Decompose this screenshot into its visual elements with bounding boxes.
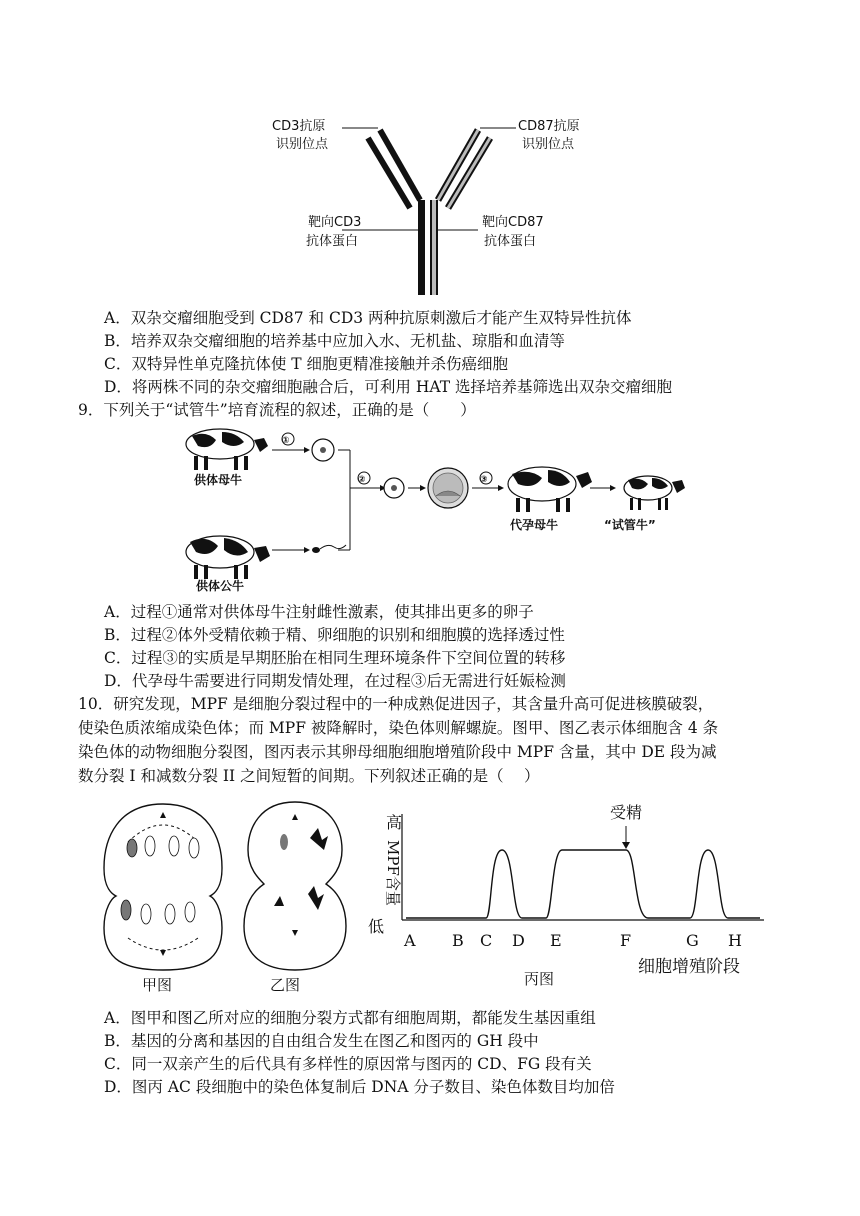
x-tick-G: G: [686, 931, 699, 950]
q9-option-d: D．代孕母牛需要进行同期发情处理，在过程③后无需进行妊娠检测: [104, 672, 566, 690]
x-tick-F: F: [620, 931, 632, 950]
ivf-cattle-figure: [180, 422, 690, 597]
q9-option-b: B．过程②体外受精依赖于精、卵细胞的识别和细胞膜的选择透过性: [104, 626, 565, 644]
fig-jia-label: 甲图: [142, 976, 173, 994]
step-3-label: ③: [480, 475, 488, 485]
cd3-protein-label-1: 靶向CD3: [308, 215, 362, 230]
donor-cow-label: 供体母牛: [194, 473, 243, 487]
donor-cow-icon: [186, 429, 268, 470]
q8-option-b: B．培养双杂交瘤细胞的培养基中应加入水、无机盐、琼脂和血清等: [104, 332, 565, 350]
fertilization-arrowhead: [622, 842, 630, 849]
mpf-chart: [366, 796, 780, 996]
cd87-site-label-1: CD87抗原: [518, 119, 580, 134]
donor-bull-icon: [186, 536, 270, 579]
x-tick-D: D: [512, 931, 525, 950]
q9-option-a: A．过程①通常对供体母牛注射雌性激素，使其排出更多的卵子: [104, 603, 534, 621]
surrogate-cow-icon: [508, 467, 592, 512]
fertilization-label: 受精: [610, 803, 643, 822]
q10-stem-line-1: 10．研究发现，MPF 是细胞分裂过程中的一种成熟促进因子，其含量升高可促进核膜破裂，: [78, 695, 714, 713]
calf-icon: [624, 476, 685, 510]
cd3-site-label-1: CD3抗原: [272, 119, 326, 134]
q10-option-b: B．基因的分离和基因的自由组合发生在图乙和图丙的 GH 段中: [104, 1032, 539, 1050]
cd3-protein-label-2: 抗体蛋白: [306, 234, 359, 249]
q8-option-c: C．双特异性单克隆抗体使 T 细胞更精准接触并杀伤癌细胞: [104, 355, 509, 373]
fig-yi-label: 乙图: [270, 976, 301, 994]
x-tick-labels: [403, 931, 742, 950]
q10-option-c: C．同一双亲产生的后代具有多样性的原因常与图丙的 CD、FG 段有关: [104, 1055, 592, 1073]
calf-label: “试管牛”: [604, 518, 656, 532]
cd87-protein-label-1: 靶向CD87: [482, 215, 544, 230]
cell-figure-jia: [98, 798, 228, 994]
y-axis-label: MPF含量: [384, 840, 402, 906]
cd87-protein-label-2: 抗体蛋白: [484, 234, 537, 249]
q9-option-c: C．过程③的实质是早期胚胎在相同生理环境条件下空间位置的转移: [104, 649, 566, 667]
cell-figure-yi: [240, 798, 350, 994]
x-tick-H: H: [728, 931, 742, 950]
donor-bull-label: 供体公牛: [196, 579, 245, 593]
q8-option-a: A．双杂交瘤细胞受到 CD87 和 CD3 两种抗原刺激后才能产生双特异性抗体: [104, 309, 632, 327]
y-high-label: 高: [386, 813, 403, 832]
q10-stem-line-2: 使染色质浓缩成染色体；而 MPF 被降解时，染色体则解螺旋。图甲、图乙表示体细胞含 4 条: [78, 719, 719, 737]
cd3-site-label-2: 识别位点: [276, 137, 329, 152]
q10-option-a: A．图甲和图乙所对应的细胞分裂方式都有细胞周期，都能发生基因重组: [104, 1009, 596, 1027]
y-low-label: 低: [368, 917, 385, 936]
x-tick-E: E: [550, 931, 562, 950]
q10-stem-line-4: 数分裂 I 和减数分裂 II 之间短暂的间期。下列叙述正确的是（ ）: [78, 767, 540, 785]
q10-option-d: D．图丙 AC 段细胞中的染色体复制后 DNA 分子数目、染色体数目均加倍: [104, 1078, 615, 1096]
q9-stem: 9．下列关于“试管牛”培育流程的叙述，正确的是（ ）: [78, 401, 476, 419]
mpf-curve: [406, 850, 760, 918]
step-1-label: ①: [282, 436, 290, 446]
x-tick-B: B: [452, 931, 464, 950]
antibody-figure: [260, 108, 600, 298]
q8-option-d: D．将两株不同的杂交瘤细胞融合后，可利用 HAT 选择培养基筛选出双杂交瘤细胞: [104, 378, 672, 396]
cd87-site-label-2: 识别位点: [522, 137, 575, 152]
fig-bing-label: 丙图: [524, 970, 555, 988]
surrogate-label: 代孕母牛: [510, 518, 559, 532]
x-axis-label: 细胞增殖阶段: [638, 957, 740, 977]
step-2-label: ②: [358, 475, 366, 485]
x-tick-A: A: [404, 931, 416, 950]
q10-stem-line-3: 染色体的动物细胞分裂图，图丙表示其卵母细胞细胞增殖阶段中 MPF 含量，其中 DE 段为减: [78, 743, 717, 761]
x-tick-C: C: [480, 931, 493, 950]
